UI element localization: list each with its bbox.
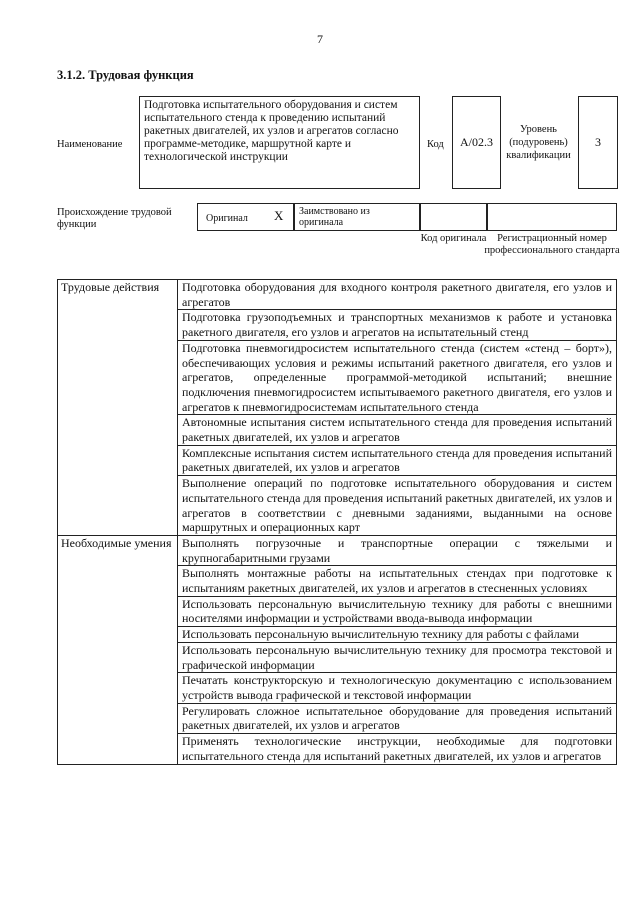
table-cell: Выполнение операций по подготовке испытательного оборудования и систем испытательного стенда для проведения испытаний ракетных двигателей, их узлов и агрегатов в соответствии с дневными заданиями, выданными на основе маршрутных и операционных карт [178,476,617,536]
origin-label: Происхождение трудовой функции [57,207,172,230]
origin-borrowed-cell [294,203,420,231]
section-heading: Трудовые действия [58,280,178,536]
reg-number-label: Регистрационный номер профессионального стандарта [484,233,620,256]
table-cell: Выполнять монтажные работы на испытательных стендах при подготовке к испытаниям ракетных двигателей, их узлов и агрегатов в стесненных условиях [178,566,617,596]
code-label: Код [427,139,444,150]
table-cell: Регулировать сложное испытательное оборудование для проведения испытаний ракетных двигателей, их узлов и агрегатов [178,703,617,733]
section-title: 3.1.2. Трудовая функция [57,68,194,82]
code-value-box: A/02.3 [452,96,501,189]
table-cell: Печатать конструкторскую и технологическую документацию с использованием устройств вывода графической и текстовой информации [178,673,617,703]
table-cell: Использовать персональную вычислительную технику для работы с файлами [178,627,617,643]
table-cell: Выполнять погрузочные и транспортные операции с тяжелыми и крупногабаритными грузами [178,535,617,565]
table-cell: Подготовка пневмогидросистем испытательного стенда (систем «стенд – борт»), обеспечивающих условия и режимы испытаний ракетного двигателя, его узлов и агрегатов, определенные программой-методикой испытаний; внешние подключения пневмогидросистем испытываемого ракетного двигателя, его узлов и агрегатов к пневмогидросистемам испытательного стенда [178,340,617,415]
table-row [58,535,617,565]
table-cell: Использовать персональную вычислительную технику для просмотра текстовой и графической информации [178,642,617,672]
table-cell: Подготовка грузоподъемных и транспортных механизмов к работе и установка ракетного двигателя, его узлов и агрегатов на испытательный стенд [178,310,617,340]
origin-reg-cell [487,203,617,231]
function-table [57,279,617,765]
origin-original-cell [197,203,294,231]
table-cell: Подготовка оборудования для входного контроля ракетного двигателя, его узлов и агрегатов [178,280,617,310]
table-cell: Автономные испытания систем испытательного стенда для проведения испытаний ракетных двигателей, их узлов и агрегатов [178,415,617,445]
origin-code-cell [420,203,487,231]
name-value-box: Подготовка испытательного оборудования и систем испытательного стенда к проведению испытаний ракетных двигателей, их узлов и агрегатов согласно программе-методике, маршрутной карте и технологической инструкции [139,96,420,189]
section-heading: Необходимые умения [58,535,178,764]
original-mark: X [274,208,284,223]
code-original-label: Код оригинала [420,233,487,244]
page-number: 7 [317,32,323,46]
table-cell: Использовать персональную вычислительную технику для работы с внешними носителями информации и устройствами ввода-вывода информации [178,596,617,626]
original-label: Оригинал [206,213,248,224]
table-row [58,280,617,310]
level-value-box: 3 [578,96,618,189]
borrowed-label: Заимствовано из оригинала [299,206,370,228]
level-label: Уровень (подуровень) квалификации [506,124,571,161]
table-cell: Комплексные испытания систем испытательного стенда для проведения испытаний ракетных двигателей, их узлов и агрегатов [178,445,617,475]
name-label: Наименование [57,139,123,150]
table-cell: Применять технологические инструкции, необходимые для подготовки испытательного стенда для испытаний ракетных двигателей, их узлов и агрегатов [178,734,617,764]
